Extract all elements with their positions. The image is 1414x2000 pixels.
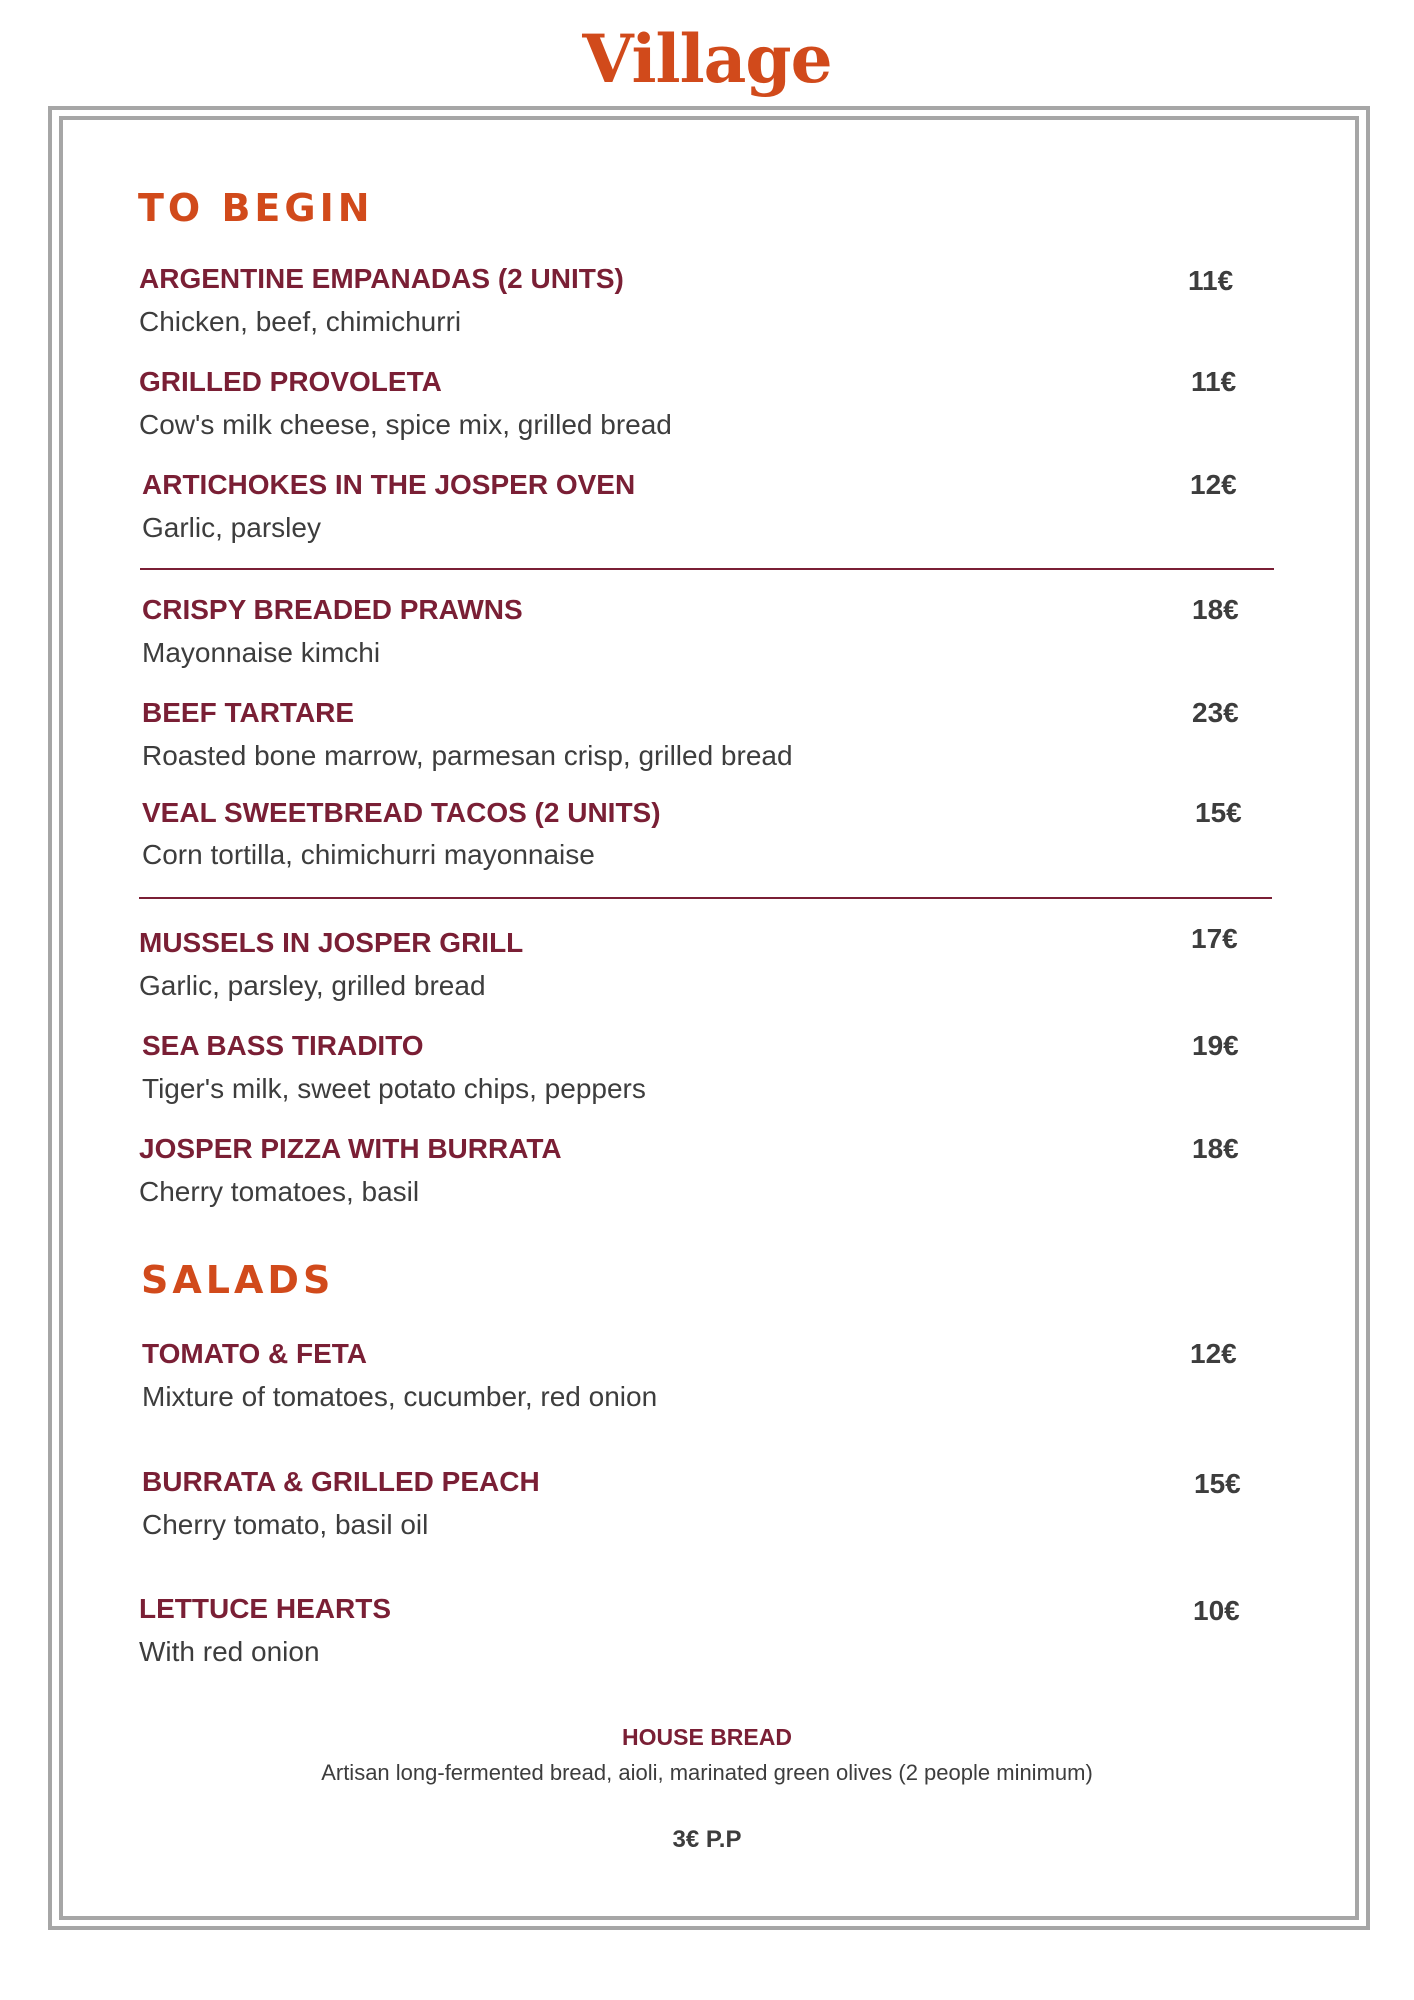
menu-item-price: 23€ (1192, 697, 1239, 728)
menu-item-name: CRISPY BREADED PRAWNS (142, 594, 523, 625)
menu-item-price: 18€ (1192, 594, 1239, 625)
menu-item-name: BURRATA & GRILLED PEACH (142, 1466, 540, 1497)
menu-item-price: 11€ (1191, 366, 1237, 397)
menu-item-price: 15€ (1195, 797, 1242, 828)
menu-item-name: GRILLED PROVOLETA (139, 366, 442, 397)
menu-item-price: 10€ (1193, 1595, 1240, 1626)
menu-item-price: 15€ (1194, 1468, 1241, 1499)
menu-item-name: BEEF TARTARE (142, 697, 355, 728)
menu-item-description: Roasted bone marrow, parmesan crisp, grilled bread (142, 740, 793, 771)
menu-item-description: Tiger's milk, sweet potato chips, peppers (142, 1073, 646, 1104)
menu-item-price: 12€ (1190, 1338, 1237, 1369)
house-bread-title: HOUSE BREAD (622, 1724, 792, 1750)
menu-item-price: 19€ (1192, 1030, 1239, 1061)
menu-item-description: Garlic, parsley, grilled bread (139, 970, 486, 1001)
menu-item-description: Chicken, beef, chimichurri (139, 306, 462, 337)
menu-item-name: ARTICHOKES IN THE JOSPER OVEN (142, 469, 636, 500)
menu-item-name: SEA BASS TIRADITO (142, 1030, 424, 1061)
menu-item-name: MUSSELS IN JOSPER GRILL (139, 927, 524, 958)
menu-item-name: ARGENTINE EMPANADAS (2 UNITS) (139, 263, 624, 294)
restaurant-logo: Village (582, 20, 832, 98)
menu-item-name: LETTUCE HEARTS (139, 1593, 391, 1624)
menu-item-description: Mixture of tomatoes, cucumber, red onion (142, 1381, 658, 1412)
menu-item-description: Cherry tomatoes, basil (139, 1176, 420, 1207)
menu-item-price: 11€ (1188, 265, 1234, 296)
menu-item-description: Mayonnaise kimchi (142, 637, 381, 668)
section-divider (139, 897, 1272, 899)
menu-item-price: 12€ (1190, 469, 1237, 500)
house-bread-price: 3€ P.P (672, 1826, 742, 1853)
menu-item-description: With red onion (139, 1636, 320, 1667)
house-bread-description: Artisan long-fermented bread, aioli, marinated green olives (2 people minimum) (321, 1760, 1093, 1785)
section-title-salads: SALADS (141, 1258, 335, 1302)
menu-item-name: TOMATO & FETA (142, 1338, 368, 1369)
section-title-to-begin: TO BEGIN (138, 186, 374, 230)
section-divider (140, 568, 1274, 570)
menu-item-name: VEAL SWEETBREAD TACOS (2 UNITS) (142, 797, 661, 828)
menu-item-price: 17€ (1191, 923, 1238, 954)
menu-item-price: 18€ (1192, 1133, 1239, 1164)
menu-item-description: Cherry tomato, basil oil (142, 1509, 429, 1540)
menu-item-name: JOSPER PIZZA WITH BURRATA (139, 1133, 562, 1164)
menu-item-description: Cow's milk cheese, spice mix, grilled bread (139, 409, 672, 440)
menu-item-description: Garlic, parsley (142, 512, 321, 543)
menu-item-description: Corn tortilla, chimichurri mayonnaise (142, 839, 595, 870)
